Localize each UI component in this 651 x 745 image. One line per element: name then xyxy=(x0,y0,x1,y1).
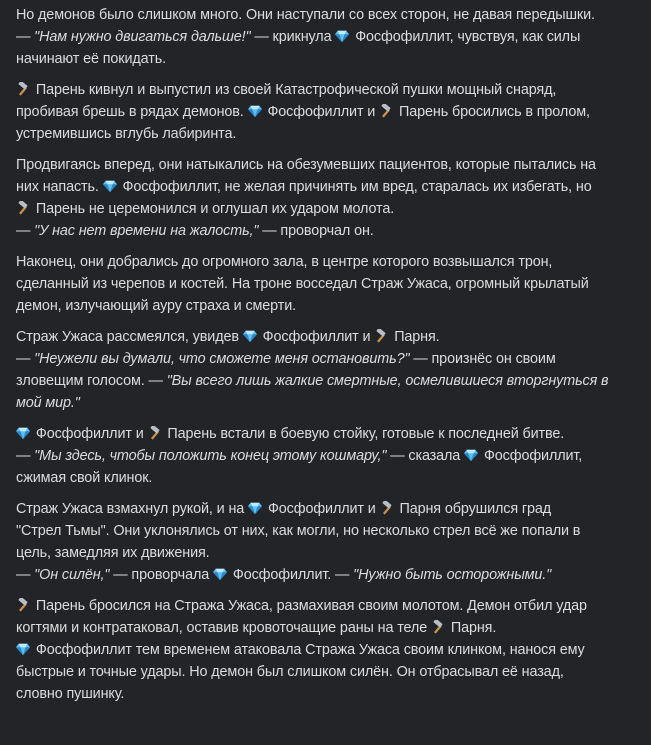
story-paragraph xyxy=(16,4,639,70)
narration-text: — проворчала xyxy=(109,567,213,583)
text-line xyxy=(16,295,639,317)
hammer-icon xyxy=(374,329,388,343)
text-line xyxy=(16,370,639,392)
narration-text: Парня. xyxy=(446,620,497,636)
text-line xyxy=(16,251,639,273)
text-line xyxy=(16,542,639,564)
gem-icon xyxy=(248,104,262,118)
text-line xyxy=(16,26,639,48)
gem-icon xyxy=(103,179,117,193)
dialogue-quote: "Мы здесь, чтобы положить конец этому кошмару," xyxy=(34,448,387,464)
text-line xyxy=(16,617,639,639)
narration-text: — крикнула xyxy=(250,29,336,45)
narration-text: начинают её покидать. xyxy=(16,51,166,67)
narration-text: быстрые и точные удары. Но демон был слишком силён. Он отбрасывал её назад, xyxy=(16,664,564,680)
narration-text: — сказала xyxy=(386,448,465,464)
gem-icon xyxy=(335,29,349,43)
text-line xyxy=(16,595,639,617)
narration-text: "Стрел Тьмы". Они уклонялись от них, как могли, но несколько стрел всё же попали в xyxy=(16,523,581,539)
dialogue-quote: мой мир." xyxy=(16,395,80,411)
narration-text: — xyxy=(16,567,35,583)
narration-text: — xyxy=(16,448,35,464)
text-line xyxy=(16,48,639,70)
narration-text: пробивая брешь в рядах демонов. xyxy=(16,104,248,120)
narration-text: Парня обрушился град xyxy=(395,501,552,517)
narration-text: — произнёс он своим xyxy=(409,351,556,367)
text-line xyxy=(16,683,639,705)
gem-icon xyxy=(248,501,262,515)
narration-text: Парень бросился на Стража Ужаса, размахивая своим молотом. Демон отбил удар xyxy=(32,598,587,614)
narration-text: — проворчал он. xyxy=(258,223,374,239)
gem-icon xyxy=(243,329,257,343)
story-paragraph xyxy=(16,79,639,145)
narration-text: сделанный из черепов и костей. На троне восседал Страж Ужаса, огромный крылатый xyxy=(16,276,589,292)
narration-text: сжимая свой клинок. xyxy=(16,470,153,486)
text-line xyxy=(16,101,639,123)
narration-text: устремившись вглубь лабиринта. xyxy=(16,126,237,142)
dialogue-quote: "Нам нужно двигаться дальше!" xyxy=(34,29,251,45)
narration-text: Фосфофиллит, xyxy=(480,448,583,464)
hammer-icon xyxy=(148,426,162,440)
narration-text: когтями и контратаковал, оставив кровоточащие раны на теле xyxy=(16,620,431,636)
story-paragraph xyxy=(16,423,639,489)
story-paragraph xyxy=(16,154,639,242)
story-paragraph xyxy=(16,251,639,317)
narration-text: Фосфофиллит, чувствуя, как силы xyxy=(351,29,581,45)
narration-text: цель, замедляя их движения. xyxy=(16,545,210,561)
text-line xyxy=(16,326,639,348)
hammer-icon xyxy=(431,620,445,634)
dialogue-quote: "У нас нет времени на жалость," xyxy=(34,223,259,239)
narration-text: — xyxy=(16,223,35,239)
narration-text: Страж Ужаса рассмеялся, увидев xyxy=(16,329,243,345)
dialogue-quote: "Он силён," xyxy=(34,567,110,583)
text-line xyxy=(16,661,639,683)
hammer-icon xyxy=(16,82,30,96)
narration-text: Фосфофиллит, не желая причинять им вред, старалась их избегать, но xyxy=(118,179,592,195)
narration-text: Страж Ужаса взмахнул рукой, и на xyxy=(16,501,249,517)
narration-text: Фосфофиллит тем временем атаковала Стража Ужаса своим клинком, нанося ему xyxy=(32,642,585,658)
narration-text: Фосфофиллит и xyxy=(258,329,375,345)
story-paragraph xyxy=(16,498,639,586)
narration-text: Продвигаясь вперед, они натыкались на обезумевших пациентов, которые пытались на xyxy=(16,157,596,173)
narration-text: демон, излучающий ауру страха и смерти. xyxy=(16,298,297,314)
narration-text: — xyxy=(16,351,35,367)
text-line xyxy=(16,564,639,586)
dialogue-quote: "Неужели вы думали, что сможете меня остановить?" xyxy=(34,351,410,367)
text-line xyxy=(16,348,639,370)
narration-text: Парень кивнул и выпустил из своей Катастрофической пушки мощный снаряд, xyxy=(32,82,557,98)
dialogue-quote: "Нужно быть осторожными." xyxy=(353,567,552,583)
narration-text: — xyxy=(16,29,35,45)
text-line xyxy=(16,392,639,414)
text-line xyxy=(16,445,639,467)
text-line xyxy=(16,123,639,145)
text-line xyxy=(16,4,639,26)
text-line xyxy=(16,498,639,520)
dialogue-quote: "Вы всего лишь жалкие смертные, осмелившиеся вторгнуться в xyxy=(166,373,609,389)
story-paragraph xyxy=(16,326,639,414)
narration-text: Парня. xyxy=(390,329,440,345)
narration-text: Фосфофиллит и xyxy=(264,501,380,517)
text-line xyxy=(16,273,639,295)
gem-icon xyxy=(213,567,227,581)
narration-text: Парень бросились в пролом, xyxy=(395,104,590,120)
gem-icon xyxy=(464,448,478,462)
narration-text: Фосфофиллит и xyxy=(32,426,148,442)
narration-text: зловещим голосом. — xyxy=(16,373,167,389)
narration-text: Парень встали в боевую стойку, готовые к последней битве. xyxy=(163,426,565,442)
narration-text: Но демонов было слишком много. Они наступали со всех сторон, не давая передышки. xyxy=(16,7,595,23)
text-line xyxy=(16,79,639,101)
gem-icon xyxy=(16,642,30,656)
hammer-icon xyxy=(379,104,393,118)
text-line xyxy=(16,423,639,445)
narration-text: Наконец, они добрались до огромного зала, в центре которого возвышался трон, xyxy=(16,254,553,270)
hammer-icon xyxy=(16,598,30,612)
text-line xyxy=(16,176,639,198)
narration-text: Парень не церемонился и оглушал их ударом молота. xyxy=(32,201,395,217)
narration-text: них напасть. xyxy=(16,179,103,195)
text-line xyxy=(16,639,639,661)
text-line xyxy=(16,198,639,220)
text-line xyxy=(16,520,639,542)
gem-icon xyxy=(16,426,30,440)
hammer-icon xyxy=(16,201,30,215)
narration-text: Фосфофиллит. — xyxy=(229,567,354,583)
text-line xyxy=(16,220,639,242)
text-line xyxy=(16,467,639,489)
narration-text: словно пушинку. xyxy=(16,686,125,702)
hammer-icon xyxy=(380,501,394,515)
story-paragraph xyxy=(16,595,639,705)
text-line xyxy=(16,154,639,176)
narration-text: Фосфофиллит и xyxy=(263,104,380,120)
